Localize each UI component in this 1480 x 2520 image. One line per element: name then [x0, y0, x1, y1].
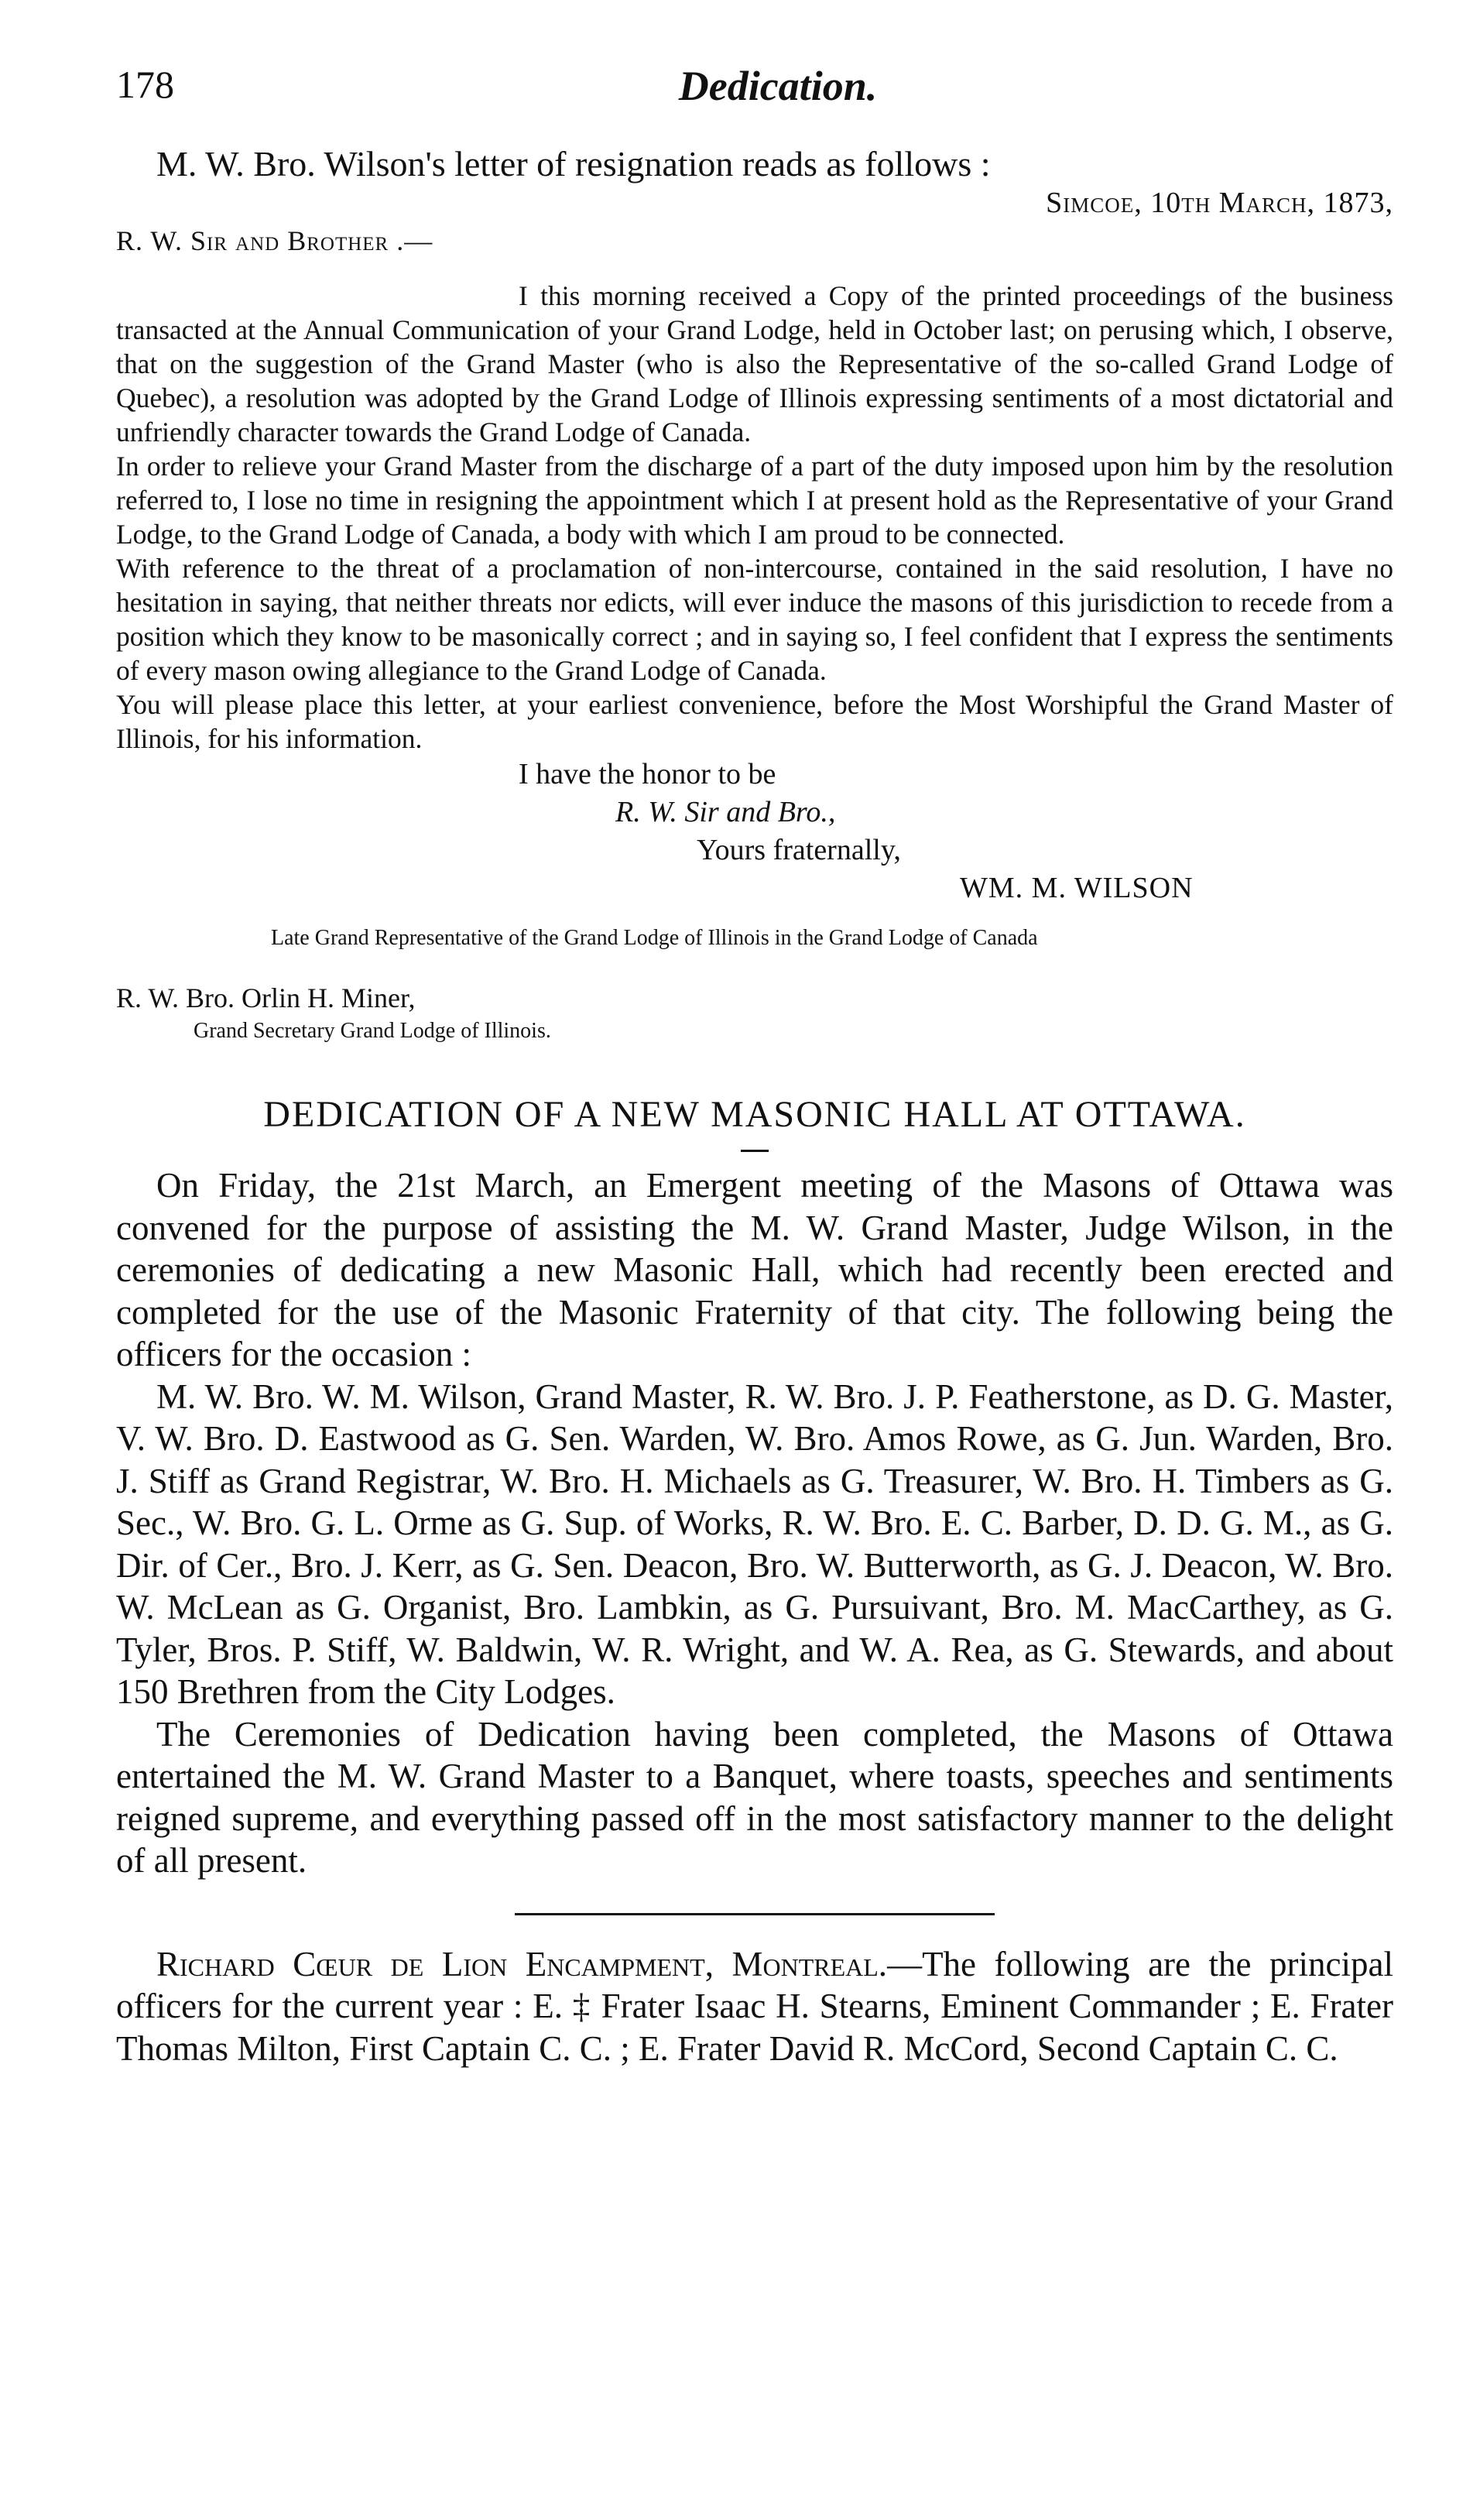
- heading-dash: [741, 1150, 769, 1152]
- letter-paragraph: I this morning received a Copy of the printed proceedings of the business transacted at the Annual Communication of your Grand Lodge, held in October last; on perusing which, I observe, that on the suggestion of the Grand Master (who is also the Representative of the so-called Grand Lodge of Quebec), a resolution was adopted by the Grand Lodge of Illinois expressing sentiments of a most dictatorial and unfriendly character towards the Grand Lodge of Canada.: [116, 280, 1393, 447]
- letter-paragraph: With reference to the threat of a proclamation of non-intercourse, contained in the said resolution, I have no hesitation in saying, that neither threats nor edicts, will ever induce the masons of this jurisdiction to recede from a position which they know to be masonically correct ; and in saying so, I feel confident that I express the sentiments of every mason owing allegiance to the Grand Lodge of Canada.: [116, 553, 1393, 686]
- signature-name: WM. M. WILSON: [960, 872, 1194, 904]
- running-head: [116, 62, 1393, 135]
- page-number: 178: [116, 63, 174, 106]
- encampment-text: —The following are the principal officers for the current year : E. ‡ Frater Isaac H. Stearns, Eminent Commander ; E. Frater Thomas Milton, First Captain C. C. ; E. Frater David R. McCord, Second Captain C. C.: [116, 1944, 1393, 2068]
- resignation-letter: [116, 143, 1393, 1044]
- letter-closing: [116, 756, 1393, 907]
- encampment-section: [116, 1943, 1393, 2070]
- closing-line: I have the honor to be: [519, 758, 776, 790]
- dedication-paragraph: The Ceremonies of Dedication having been completed, the Masons of Ottawa entertained the M. W. Grand Master to a Banquet, where toasts, speeches and sentiments reigned supreme, and everything passed off in the most satisfactory manner to the delight of all present.: [116, 1714, 1393, 1880]
- encampment-paragraph: [116, 1943, 1393, 2070]
- addressee-title: Grand Secretary Grand Lodge of Illinois.: [194, 1019, 551, 1043]
- dedication-body: [116, 1164, 1393, 1882]
- section-heading: DEDICATION OF A NEW MASONIC HALL AT OTTAWA.: [263, 1094, 1246, 1135]
- letter-salutation: R. W. Sir and Brother .—: [116, 225, 433, 256]
- section-divider: [515, 1913, 995, 1915]
- dedication-paragraph: On Friday, the 21st March, an Emergent meeting of the Masons of Ottawa was convened for the purpose of assisting the M. W. Grand Master, Judge Wilson, in the ceremonies of dedicating a new Masonic Hall, which had recently been erected and completed for the use of the Masonic Fraternity of that city. The following being the officers for the occasion :: [116, 1166, 1393, 1373]
- letter-body: [116, 279, 1393, 756]
- letter-paragraph: In order to relieve your Grand Master from the discharge of a part of the duty imposed upon him by the resolution referred to, I lose no time in resigning the appointment which I at present hold as the Representative of your Grand Lodge, to the Grand Lodge of Canada, a body with which I am proud to be connected.: [116, 451, 1393, 550]
- running-title: Dedication.: [678, 63, 878, 109]
- closing-line: Yours fraternally,: [697, 834, 901, 866]
- addressee: R. W. Bro. Orlin H. Miner,: [116, 982, 416, 1013]
- dedication-section: [116, 1093, 1393, 1882]
- dedication-paragraph: M. W. Bro. W. M. Wilson, Grand Master, R. W. Bro. J. P. Featherstone, as D. G. Master, V. W. Bro. D. Eastwood as G. Sen. Warden, W. Bro. Amos Rowe, as G. Jun. Warden, Bro. J. Stiff as Grand Registrar, W. Bro. H. Michaels as G. Treasurer, W. Bro. H. Timbers as G. Sec., W. Bro. G. L. Orme as G. Sup. of Works, R. W. Bro. E. C. Barber, D. D. G. M., as G. Dir. of Cer., Bro. J. Kerr, as G. Sen. Deacon, Bro. W. Butterworth, as G. J. Deacon, W. Bro. W. McLean as G. Organist, Bro. Lambkin, as G. Pursuivant, Bro. M. MacCarthey, as G. Tyler, Bros. P. Stiff, W. Baldwin, W. R. Wright, and W. A. Rea, as G. Stewards, and about 150 Brethren from the City Lodges.: [116, 1377, 1393, 1711]
- letter-date-line: Simcoe, 10th March, 1873,: [1046, 187, 1393, 219]
- encampment-lead: Richard Cœur de Lion Encampment, Montreal.: [156, 1944, 888, 1983]
- document-page: [116, 62, 1393, 2069]
- closing-line: R. W. Sir and Bro.,: [615, 796, 836, 828]
- letter-intro: M. W. Bro. Wilson's letter of resignation reads as follows :: [156, 144, 991, 183]
- signer-title: Late Grand Representative of the Grand Lodge of Illinois in the Grand Lodge of Canada: [271, 926, 1038, 950]
- letter-paragraph: You will please place this letter, at your earliest convenience, before the Most Worshipful the Grand Master of Illinois, for his information.: [116, 689, 1393, 754]
